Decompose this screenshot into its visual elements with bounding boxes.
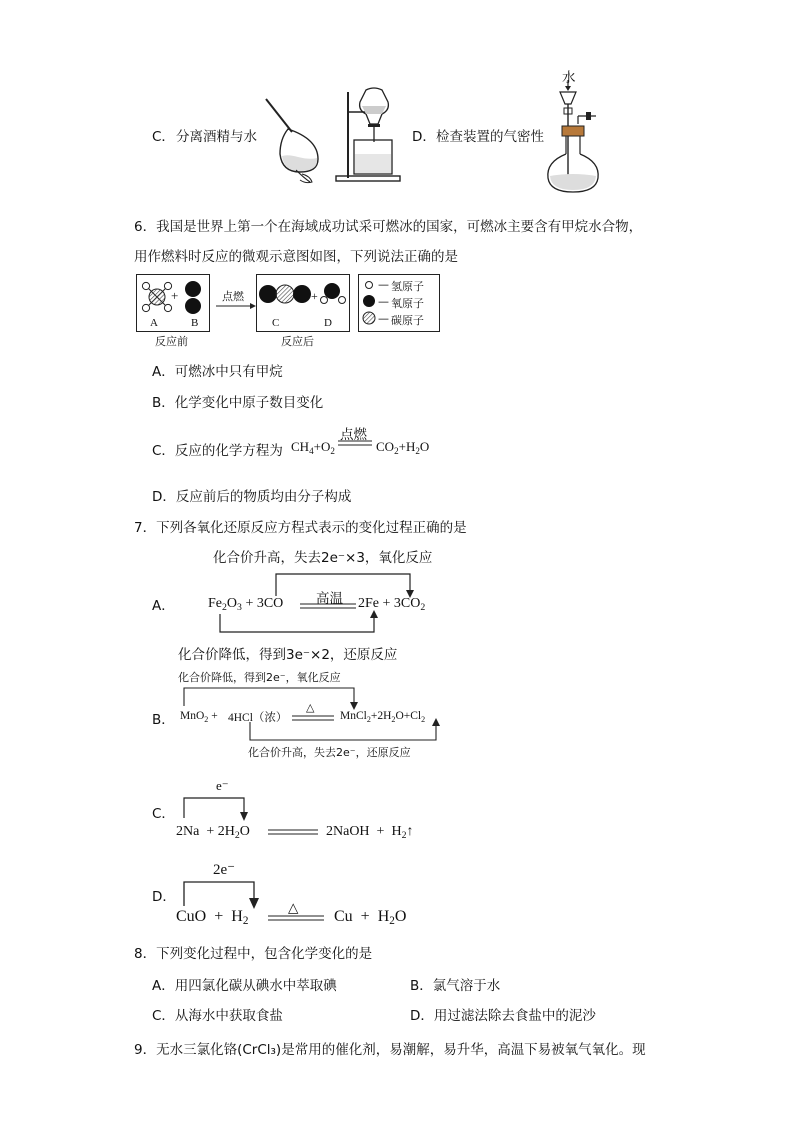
q6-option-a: A．可燃冰中只有甲烷 bbox=[152, 364, 283, 380]
filtration-apparatus-illustration bbox=[334, 84, 406, 184]
arrow-label-ignite: 点燃 bbox=[222, 290, 244, 303]
plus-sign: + bbox=[171, 288, 179, 303]
q7c-electron-transfer-arrow bbox=[182, 794, 252, 824]
option-d-letter: D． bbox=[412, 129, 436, 145]
carbon-dioxide-molecule-c bbox=[258, 283, 314, 305]
double-line-equals bbox=[338, 440, 372, 446]
q7b-reagent: 4HCl（浓） bbox=[228, 712, 288, 724]
separatory-funnel-illustration bbox=[258, 94, 328, 184]
q7c-electron: e⁻ bbox=[216, 778, 229, 793]
q7a-products: $2Fe + 3CO_2$ bbox=[358, 596, 426, 613]
q7b-letter: B． bbox=[152, 712, 175, 728]
q7b-top-note: 化合价降低，得到2e⁻，氧化反应 bbox=[178, 671, 341, 684]
q6-stem-line1: 6．我国是世界上第一个在海域成功试采可燃冰的国家，可燃冰主要含有甲烷水合物， bbox=[134, 219, 643, 235]
label-b: B bbox=[191, 317, 199, 329]
q6-option-d: D．反应前后的物质均由分子构成 bbox=[152, 489, 352, 505]
hydrogen-atom-legend-icon bbox=[364, 280, 374, 290]
caption-before: 反应前 bbox=[155, 335, 188, 348]
q8-option-c: C．从海水中获取食盐 bbox=[152, 1008, 283, 1024]
oxygen-atom-legend-icon bbox=[362, 294, 376, 308]
q7c-reactants: $2Na + 2H_2O$ bbox=[176, 824, 250, 841]
q8-option-d: D．用过滤法除去食盐中的泥沙 bbox=[410, 1008, 596, 1024]
q7a-condition: 高温 bbox=[316, 591, 343, 607]
q6-stem-line2: 用作燃料时反应的微观示意图如图，下列说法正确的是 bbox=[134, 249, 458, 265]
q7a-reactants: $Fe_2O_3 + 3CO$ bbox=[208, 596, 284, 613]
q7b-mno2: MnO$_2$ + bbox=[180, 710, 218, 724]
double-line-equals bbox=[268, 915, 324, 921]
q7-stem: 7．下列各氧化还原反应方程式表示的变化过程正确的是 bbox=[134, 520, 467, 536]
q8-option-b: B．氯气溶于水 bbox=[410, 978, 501, 994]
q7d-electron-transfer-arrow bbox=[178, 878, 268, 912]
q7b-condition: △ bbox=[306, 701, 315, 714]
option-c-text: 分离酒精与水 bbox=[176, 129, 257, 145]
q9-stem: 9．无水三氯化铬(CrCl₃)是常用的催化剂，易潮解，易升华，高温下易被氧气氧化。现 bbox=[134, 1042, 646, 1058]
q7d-letter: D． bbox=[152, 889, 176, 905]
caption-after: 反应后 bbox=[281, 335, 314, 348]
q7c-products: 2NaOH + $H_2↑$ bbox=[326, 824, 414, 841]
q6-option-c-products: $CO_2+H_2O$ bbox=[376, 439, 430, 456]
double-line-equals bbox=[292, 715, 334, 721]
double-line-equals bbox=[268, 829, 318, 835]
q8-stem: 8．下列变化过程中，包含化学变化的是 bbox=[134, 946, 373, 962]
legend-carbon: 碳原子 bbox=[391, 314, 424, 327]
q6-option-c-prefix: C．反应的化学方程为 bbox=[152, 443, 283, 459]
q7a-top-note: 化合价升高，失去2e⁻×3，氧化反应 bbox=[213, 550, 433, 566]
q6-option-b: B．化学变化中原子数目变化 bbox=[152, 395, 324, 411]
water-molecule-d bbox=[318, 281, 348, 307]
oxygen-molecule-b bbox=[182, 280, 204, 316]
option-c-letter: C． bbox=[152, 129, 175, 145]
legend-oxygen: 氧原子 bbox=[391, 297, 424, 310]
q6-option-c-reactants: $CH_4+O_2$ bbox=[291, 439, 335, 456]
methane-molecule-a bbox=[140, 280, 174, 316]
q7b-bottom-note: 化合价升高，失去2e⁻，还原反应 bbox=[248, 746, 411, 759]
label-a: A bbox=[150, 317, 158, 329]
q7b-products: $MnCl_2+2H_2O+Cl_2$ bbox=[340, 710, 426, 724]
water-label: 水 bbox=[562, 70, 576, 86]
reaction-arrow bbox=[216, 302, 256, 310]
q7d-electron: 2e⁻ bbox=[213, 862, 236, 878]
double-line-equals bbox=[300, 603, 356, 609]
q7d-condition: △ bbox=[288, 900, 299, 916]
airtightness-apparatus-illustration bbox=[540, 80, 610, 196]
legend-hydrogen: 氢原子 bbox=[391, 280, 424, 293]
carbon-atom-legend-icon bbox=[362, 311, 376, 325]
q7a-letter: A． bbox=[152, 598, 175, 614]
q6-option-c-condition: 点燃 bbox=[340, 427, 367, 443]
q7c-letter: C． bbox=[152, 806, 175, 822]
q7a-bottom-note: 化合价降低，得到3e⁻×2，还原反应 bbox=[178, 647, 398, 663]
q7d-products: $Cu + H_2O$ bbox=[334, 908, 407, 927]
option-d-text: 检查装置的气密性 bbox=[436, 129, 544, 145]
label-c: C bbox=[272, 317, 280, 329]
plus-sign: + bbox=[311, 289, 318, 303]
label-d: D bbox=[324, 317, 332, 329]
q8-option-a: A．用四氯化碳从碘水中萃取碘 bbox=[152, 978, 337, 994]
q7d-reactants: CuO + $H_2$ bbox=[176, 908, 249, 927]
